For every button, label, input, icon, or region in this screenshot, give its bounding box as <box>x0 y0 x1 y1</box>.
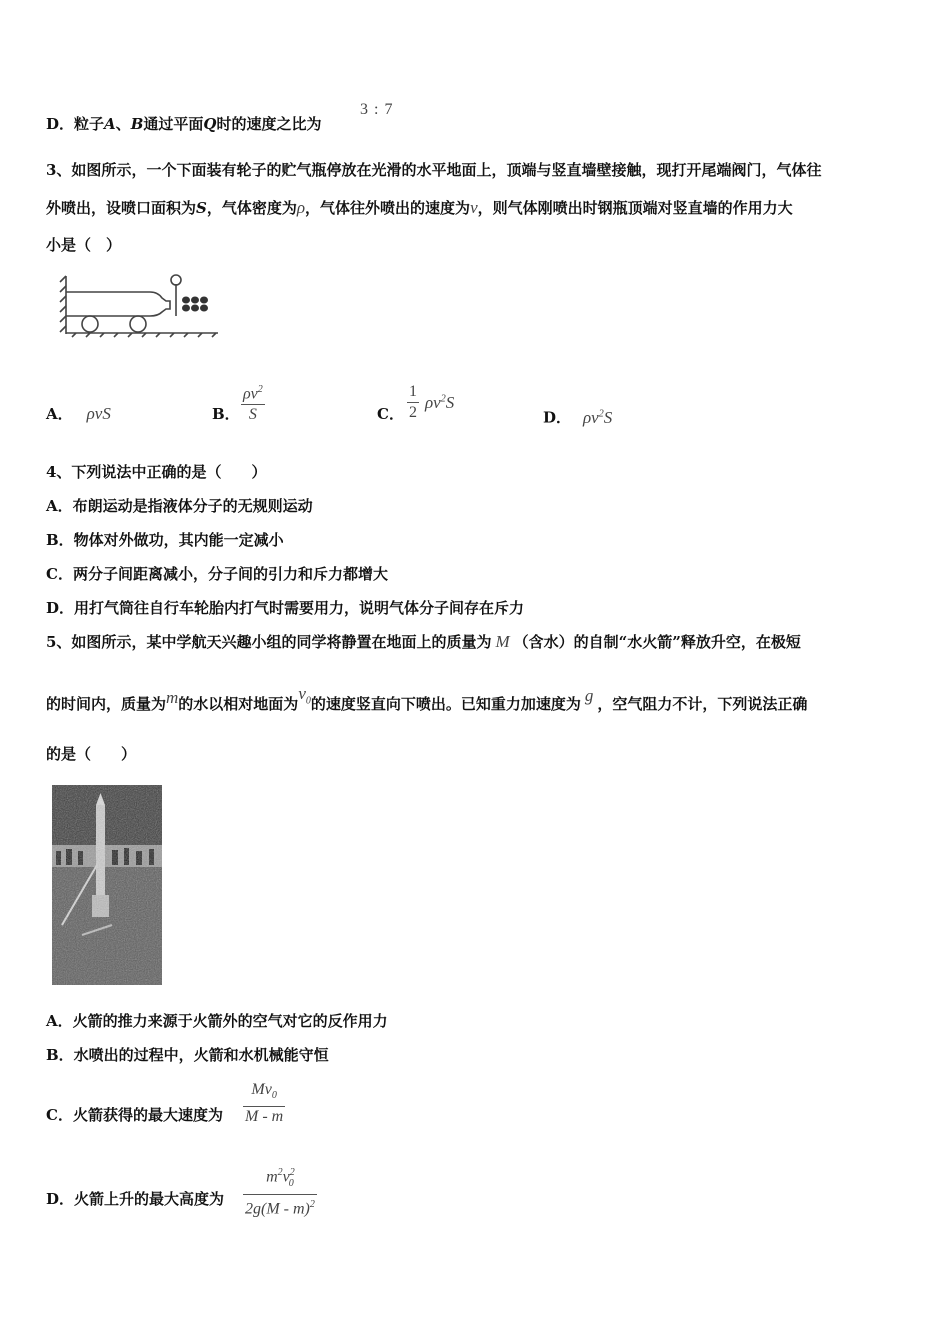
water-rocket-photo <box>52 785 162 985</box>
q2-ratio: 3 : 7 <box>360 101 394 118</box>
q5-stem-line3: 的是（ ） <box>46 745 137 763</box>
q3-option-b-fraction: $\rho v^2$ S <box>243 384 263 424</box>
q3-stem-line2: 外喷出，设喷口面积为S，气体密度为ρ，气体往外喷出的速度为v，则气体刚喷出时钢瓶顶端对竖直墙的作用力大 <box>46 198 793 217</box>
q5-option-b[interactable]: B．水喷出的过程中，火箭和水机械能守恒 <box>46 1046 329 1064</box>
gas-cylinder-figure <box>58 270 228 340</box>
q5-stem-line2: 的时间内，质量为m的水以相对地面为$v_0$的速度竖直向下喷出。已知重力加速度为 g ，空气阻力不计，下列说法正确 <box>46 684 808 713</box>
q2-option-d: D．粒子A、B通过平面Q时的速度之比为 <box>46 115 322 133</box>
q3-option-c-label[interactable]: C． <box>377 405 404 423</box>
q4-option-a[interactable]: A．布朗运动是指液体分子的无规则运动 <box>46 497 313 515</box>
q5-stem-line1: 5、如图所示，某中学航天兴趣小组的同学将静置在地面上的质量为 M （含水）的自制“水火箭”释放升空，在极短 <box>46 632 801 651</box>
q3-option-a[interactable]: A． ρvS <box>46 404 111 423</box>
q5-option-d-fraction: $m^2v^2_0$ 2g(M - m)$^2$ <box>245 1167 315 1217</box>
q4-option-b[interactable]: B．物体对外做功，其内能一定减小 <box>46 531 284 549</box>
q5-option-a[interactable]: A．火箭的推力来源于火箭外的空气对它的反作用力 <box>46 1012 388 1030</box>
q3-option-c-fraction: 1 2 <box>409 383 417 421</box>
q3-stem-line3: 小是（ ） <box>46 236 122 254</box>
q3-option-b-label[interactable]: B． <box>212 405 240 423</box>
q5-option-c-fraction: $Mv_0$ M - m <box>245 1081 284 1126</box>
q3-option-c-tail: $\rho v^2S$ <box>425 393 455 412</box>
q4-option-d[interactable]: D．用打气筒往自行车轮胎内打气时需要用力，说明气体分子间存在斥力 <box>46 599 525 617</box>
q3-stem-line1: 3、如图所示，一个下面装有轮子的贮气瓶停放在光滑的水平地面上，顶端与竖直墙壁接触，现打开尾端阀门，气体往 <box>46 161 822 179</box>
q5-option-d[interactable]: D．火箭上升的最大高度为 <box>46 1190 225 1208</box>
q5-option-c[interactable]: C．火箭获得的最大速度为 <box>46 1106 223 1124</box>
q3-option-d[interactable]: D． $\rho v^2S$ <box>543 407 613 427</box>
q4-option-c[interactable]: C．两分子间距离减小，分子间的引力和斥力都增大 <box>46 565 388 583</box>
q4-stem: 4、下列说法中正确的是（ ） <box>46 463 267 481</box>
